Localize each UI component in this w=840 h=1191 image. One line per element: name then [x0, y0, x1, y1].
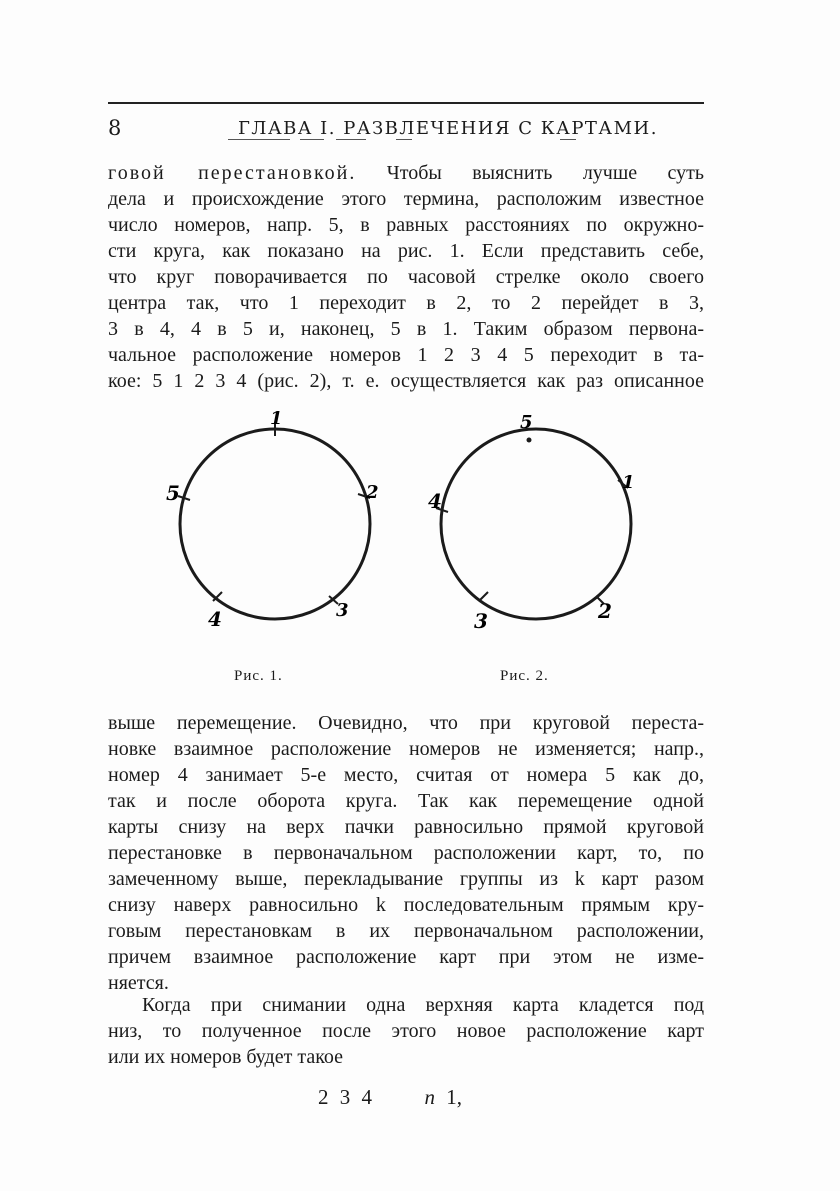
text-line: замеченному выше, перекладывание группы из k карт разом: [108, 868, 704, 890]
text-line: няется.: [108, 972, 169, 994]
tick-mark: [480, 592, 488, 600]
text-line: новке взаимное расположение номеров не изменяется; напр.,: [108, 738, 704, 760]
paragraph-2: [108, 710, 704, 996]
text-line: низ, то полученное после этого новое расположение карт: [108, 1020, 704, 1042]
text-line: так и после оборота круга. Так как перемещение одной: [108, 790, 704, 812]
text-line: или их номеров будет такое: [108, 1046, 344, 1068]
circle-outline: [180, 429, 370, 619]
figure-2-circle: [410, 400, 670, 660]
position-label: 3: [336, 600, 349, 621]
header-rule: [336, 139, 366, 140]
position-label: 5: [166, 481, 180, 505]
text-line: перестановке в первоначальном расположении карт, то, по: [108, 842, 704, 864]
text-line: карты снизу на верх пачки равносильно прямой круговой: [108, 816, 704, 838]
page-number: 8: [108, 116, 122, 140]
position-label: 1: [622, 472, 635, 493]
paragraph-3: [108, 992, 704, 1070]
paragraph-1: [108, 160, 704, 394]
text-line: Когда при снимании одна верхняя карта кладется под: [142, 994, 704, 1016]
circle-outline: [441, 429, 631, 619]
text-line: дела и происхождение этого термина, расположим известное: [108, 188, 704, 210]
text-line: что круг поворачивается по часовой стрелке около своего: [108, 266, 704, 288]
position-label: 2: [366, 482, 379, 503]
text-line: чальное расположение номеров 1 2 3 4 5 переходит в та-: [108, 344, 704, 366]
text-line: кое: 5 1 2 3 4 (рис. 2), т. е. осуществляется как раз описанное: [108, 370, 704, 392]
figure-1-caption: Рис. 1.: [234, 668, 283, 684]
figure-1-circle: [150, 400, 410, 660]
text-line: говым перестановкам в их первоначальном расположении,: [108, 920, 704, 942]
formula-n: n: [424, 1085, 435, 1109]
text-line: 3 в 4, 4 в 5 и, наконец, 5 в 1. Таким образом первона-: [108, 318, 704, 340]
text-line: выше перемещение. Очевидно, что при круговой переста-: [108, 712, 704, 734]
text-line: говой перестановкой. Чтобы выяснить лучше суть: [108, 162, 704, 184]
figure-2-caption: Рис. 2.: [500, 668, 549, 684]
position-label: 5: [520, 412, 533, 433]
header-rule: [560, 139, 576, 140]
formula-tail: 1,: [446, 1085, 462, 1109]
position-label: 4: [208, 607, 222, 631]
header-rule: [300, 139, 324, 140]
position-label: 4: [428, 489, 442, 513]
sequence-formula: [318, 1085, 462, 1110]
chapter-title: ГЛАВА I. РАЗВЛЕЧЕНИЯ С КАРТАМИ.: [238, 118, 658, 139]
formula-digits: 2 3 4: [318, 1085, 372, 1109]
position-label: 3: [474, 609, 488, 633]
position-label: 2: [598, 599, 612, 623]
header-rule: [396, 139, 412, 140]
tick-mark: [527, 438, 532, 443]
header-rule: [228, 139, 290, 140]
text-line: сти круга, как показано на рис. 1. Если представить себе,: [108, 240, 704, 262]
text-line: число номеров, напр. 5, в равных расстояниях по окружно-: [108, 214, 704, 236]
text-line: номер 4 занимает 5-е место, считая от номера 5 как до,: [108, 764, 704, 786]
position-label: 1: [270, 408, 283, 429]
text-line: снизу наверх равносильно k последовательным прямым кру-: [108, 894, 704, 916]
running-header: [108, 102, 704, 138]
text-line: центра так, что 1 переходит в 2, то 2 перейдет в 3,: [108, 292, 704, 314]
text-line: причем взаимное расположение карт при этом не изме-: [108, 946, 704, 968]
